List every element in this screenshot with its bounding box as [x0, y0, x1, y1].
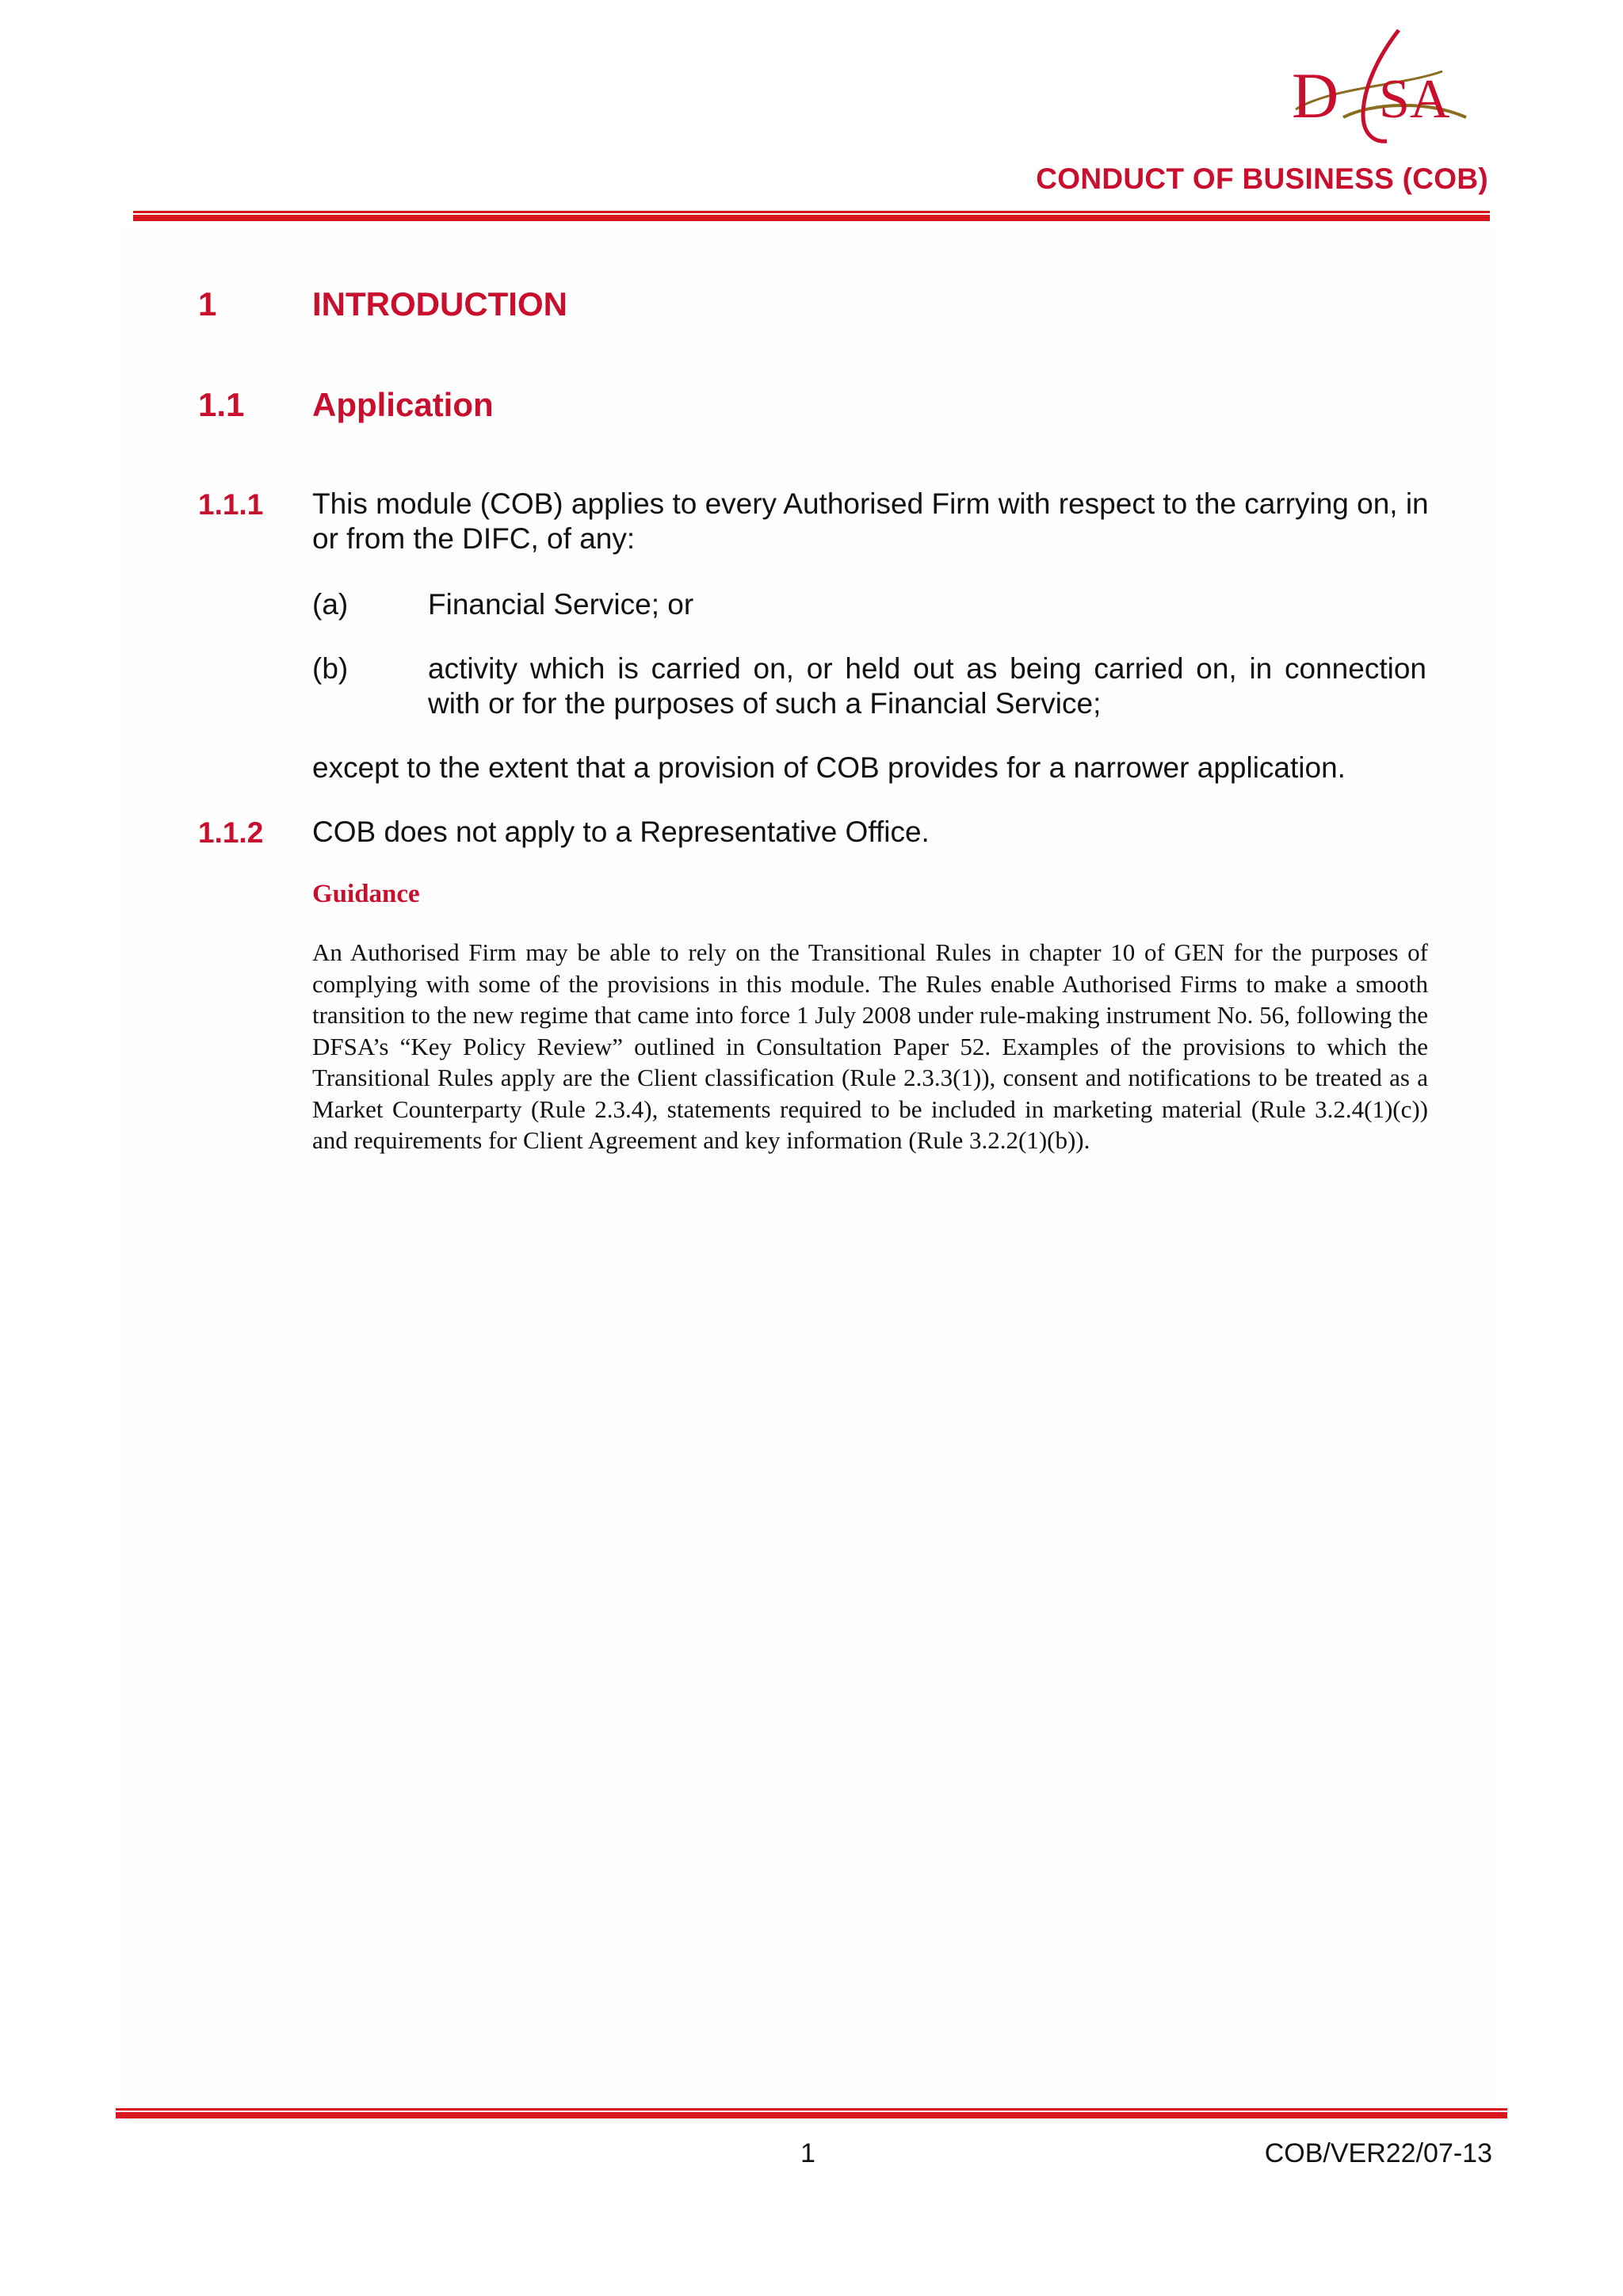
list-item-text: activity which is carried on, or held out as being carried on, in connection with or for the purposes of such a Financial Service;	[428, 652, 1426, 720]
svg-text:SA: SA	[1379, 69, 1450, 130]
footer-rule	[116, 2108, 1507, 2119]
module-title: CONDUCT OF BUSINESS (COB)	[1036, 162, 1488, 195]
rule-tail-text: except to the extent that a provision of COB provides for a narrower application.	[312, 751, 1346, 784]
document-version: COB/VER22/07-13	[1264, 2138, 1492, 2168]
svg-text:D: D	[1292, 59, 1339, 132]
section-number: 1.1	[198, 386, 245, 423]
header-rule	[133, 211, 1490, 222]
section-title: Application	[312, 386, 494, 423]
guidance-heading: Guidance	[312, 880, 420, 908]
list-item-text: Financial Service; or	[428, 588, 694, 621]
list-item-label: (b)	[312, 652, 349, 685]
chapter-title: INTRODUCTION	[312, 285, 567, 323]
rule-number: 1.1.2	[198, 816, 264, 849]
list-item-label: (a)	[312, 588, 349, 621]
rule-text: This module (COB) applies to every Authorised Firm with respect to the carrying on, in or from the DIFC, of any:	[312, 487, 1429, 555]
chapter-number: 1	[198, 285, 217, 323]
rule-text: COB does not apply to a Representative Office.	[312, 816, 930, 848]
page-number: 1	[800, 2138, 815, 2168]
dfsa-logo	[1284, 24, 1478, 151]
guidance-text: An Authorised Firm may be able to rely on the Transitional Rules in chapter 10 of GEN for the purposes of complying with some of the provisions in this module. The Rules enable Authorised Firms to make a smooth transition to the new regime that came into force 1 July 2008 under rule-making instrument No. 56, following the DFSA’s “Key Policy Review” outlined in Consultation Paper 52. Examples of the provisions to which the Transitional Rules apply are the Client classification (Rule 2.3.3(1)), consent and notifications to be treated as a Market Counterparty (Rule 2.3.4), statements required to be included in marketing material (Rule 3.2.4(1)(c)) and requirements for Client Agreement and key information (Rule 3.2.2(1)(b)).	[312, 938, 1428, 1154]
rule-number: 1.1.1	[198, 488, 264, 521]
